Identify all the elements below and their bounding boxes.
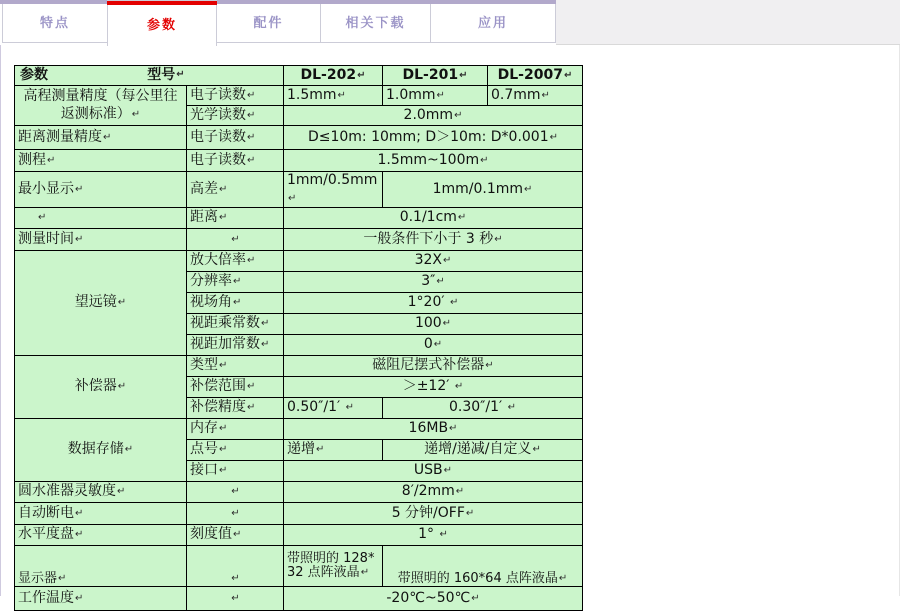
table-row xyxy=(15,482,583,503)
table-cell: 0.50″/1′ ↵ xyxy=(284,398,383,419)
table-cell: 工作温度↵ xyxy=(15,587,187,611)
paragraph-mark-icon: ↵ xyxy=(247,255,256,267)
table-cell: 1.5mm~100m↵ xyxy=(284,150,583,172)
paragraph-mark-icon: ↵ xyxy=(549,131,559,143)
table-row xyxy=(15,525,583,546)
table-row xyxy=(15,66,583,86)
table-cell: DL-2007↵ xyxy=(488,66,583,86)
tabs xyxy=(0,0,556,46)
table-cell: 分辨率↵ xyxy=(187,272,284,293)
paragraph-mark-icon: ↵ xyxy=(233,297,242,309)
table-cell: USB↵ xyxy=(284,461,583,482)
paragraph-mark-icon: ↵ xyxy=(288,192,297,204)
table-cell xyxy=(187,229,284,251)
content-area xyxy=(0,45,900,606)
table-row xyxy=(15,419,583,440)
paragraph-mark-icon: ↵ xyxy=(231,507,240,519)
paragraph-mark-icon: ↵ xyxy=(480,154,489,166)
table-cell: 5 分钟/OFF↵ xyxy=(284,503,583,525)
table-cell: 最小显示↵ xyxy=(15,172,187,208)
tab-downloads[interactable] xyxy=(320,0,431,43)
paragraph-mark-icon: ↵ xyxy=(38,212,47,224)
paragraph-mark-icon: ↵ xyxy=(233,276,242,288)
table-cell: 1.0mm↵ xyxy=(383,86,488,106)
table-row xyxy=(15,587,583,611)
tab-label: 相关下载 xyxy=(345,16,406,31)
table-cell: 视距乘常数↵ xyxy=(187,314,284,335)
table-row xyxy=(15,208,583,229)
paragraph-mark-icon: ↵ xyxy=(507,402,517,414)
table-cell xyxy=(187,546,284,587)
table-cell xyxy=(187,503,284,525)
table-cell: 距离测量精度↵ xyxy=(15,126,187,150)
paragraph-mark-icon: ↵ xyxy=(75,592,84,604)
table-cell: DL-201↵ xyxy=(383,66,488,86)
table-cell: 补偿精度↵ xyxy=(187,398,284,419)
table-cell: 1mm/0.1mm↵ xyxy=(383,172,583,208)
paragraph-mark-icon: ↵ xyxy=(58,573,67,585)
paragraph-mark-icon: ↵ xyxy=(219,423,228,435)
paragraph-mark-icon: ↵ xyxy=(459,69,468,81)
paragraph-mark-icon: ↵ xyxy=(558,573,568,585)
paragraph-mark-icon: ↵ xyxy=(247,89,256,101)
header-param-label: 参数 xyxy=(20,66,48,83)
paragraph-mark-icon: ↵ xyxy=(131,108,141,120)
paragraph-mark-icon: ↵ xyxy=(176,69,185,81)
paragraph-mark-icon: ↵ xyxy=(436,276,445,288)
paragraph-mark-icon: ↵ xyxy=(465,507,475,519)
table-cell: 数据存储↵ xyxy=(15,419,187,482)
paragraph-mark-icon: ↵ xyxy=(219,444,228,456)
paragraph-mark-icon: ↵ xyxy=(439,529,448,541)
table-cell: 视场角↵ xyxy=(187,293,284,314)
table-row xyxy=(15,86,583,106)
tab-features[interactable] xyxy=(2,0,108,43)
paragraph-mark-icon: ↵ xyxy=(316,444,325,456)
table-cell: 带照明的 128*32 点阵液晶↵ xyxy=(284,546,383,587)
paragraph-mark-icon: ↵ xyxy=(47,154,56,166)
table-cell: 0.7mm↵ xyxy=(488,86,583,106)
table-cell xyxy=(15,66,284,86)
paragraph-mark-icon: ↵ xyxy=(357,69,366,81)
table-cell xyxy=(187,587,284,611)
tab-applications[interactable] xyxy=(430,0,556,43)
paragraph-mark-icon: ↵ xyxy=(360,567,370,578)
paragraph-mark-icon: ↵ xyxy=(442,318,452,330)
paragraph-mark-icon: ↵ xyxy=(457,212,467,224)
paragraph-mark-icon: ↵ xyxy=(541,89,550,101)
table-cell: 距离↵ xyxy=(187,208,284,229)
table-cell: 视距加常数↵ xyxy=(187,335,284,356)
table-cell: 测量时间↵ xyxy=(15,229,187,251)
table-cell: 望远镜↵ xyxy=(15,251,187,356)
table-cell: 水平度盘↵ xyxy=(15,525,187,546)
table-cell: D≤10m: 10mm; D＞10m: D*0.001↵ xyxy=(284,126,583,150)
table-row xyxy=(15,126,583,150)
paragraph-mark-icon: ↵ xyxy=(233,529,242,541)
table-cell: 点号↵ xyxy=(187,440,284,461)
table-cell: 0↵ xyxy=(284,335,583,356)
table-cell: 补偿器↵ xyxy=(15,356,187,419)
table-cell: 一般条件下小于 3 秒↵ xyxy=(284,229,583,251)
paragraph-mark-icon: ↵ xyxy=(485,360,494,372)
paragraph-mark-icon: ↵ xyxy=(443,255,452,267)
table-cell: 磁阻尼摆式补偿器↵ xyxy=(284,356,583,377)
tab-label: 参数 xyxy=(146,18,177,33)
paragraph-mark-icon: ↵ xyxy=(345,402,355,414)
table-row xyxy=(15,546,583,587)
paragraph-mark-icon: ↵ xyxy=(124,444,134,456)
table-cell: 刻度值↵ xyxy=(187,525,284,546)
table-cell: 电子读数↵ xyxy=(187,126,284,150)
tab-parameters[interactable] xyxy=(107,0,217,46)
table-row xyxy=(15,356,583,377)
paragraph-mark-icon: ↵ xyxy=(103,131,112,143)
paragraph-mark-icon: ↵ xyxy=(524,183,533,195)
paragraph-mark-icon: ↵ xyxy=(449,423,458,435)
paragraph-mark-icon: ↵ xyxy=(261,318,270,330)
table-cell: 3″↵ xyxy=(284,272,583,293)
tab-label: 配件 xyxy=(253,16,284,31)
paragraph-mark-icon: ↵ xyxy=(75,233,84,245)
table-cell: 高差↵ xyxy=(187,172,284,208)
table-cell: 放大倍率↵ xyxy=(187,251,284,272)
paragraph-mark-icon: ↵ xyxy=(247,402,256,414)
table-cell xyxy=(15,208,187,229)
table-cell: 1°20′ ↵ xyxy=(284,293,583,314)
paragraph-mark-icon: ↵ xyxy=(231,592,240,604)
paragraph-mark-icon: ↵ xyxy=(219,212,228,224)
paragraph-mark-icon: ↵ xyxy=(449,297,459,309)
table-cell: 自动断电↵ xyxy=(15,503,187,525)
table-cell: 补偿范围↵ xyxy=(187,377,284,398)
table-cell: 带照明的 160*64 点阵液晶↵ xyxy=(383,546,583,587)
table-cell: 1° ↵ xyxy=(284,525,583,546)
table-cell: 递增/递减/自定义↵ xyxy=(383,440,583,461)
tab-bar xyxy=(0,0,900,45)
table-cell: 电子读数↵ xyxy=(187,86,284,106)
paragraph-mark-icon: ↵ xyxy=(231,233,240,245)
table-cell: 32X↵ xyxy=(284,251,583,272)
paragraph-mark-icon: ↵ xyxy=(247,131,256,143)
paragraph-mark-icon: ↵ xyxy=(454,381,464,393)
paragraph-mark-icon: ↵ xyxy=(117,486,126,498)
table-cell: 高程测量精度（每公里往返测标准）↵ xyxy=(15,86,187,126)
paragraph-mark-icon: ↵ xyxy=(219,360,228,372)
table-cell xyxy=(187,482,284,503)
table-row xyxy=(15,503,583,525)
table-cell: -20℃~50℃↵ xyxy=(284,587,583,611)
table-cell: 2.0mm↵ xyxy=(284,106,583,126)
table-cell: 8′/2mm↵ xyxy=(284,482,583,503)
table-cell: 电子读数↵ xyxy=(187,150,284,172)
table-cell: 内存↵ xyxy=(187,419,284,440)
table-cell: ＞±12′ ↵ xyxy=(284,377,583,398)
paragraph-mark-icon: ↵ xyxy=(231,573,240,585)
tab-label: 应用 xyxy=(477,16,508,31)
tab-accessories[interactable] xyxy=(216,0,321,43)
paragraph-mark-icon: ↵ xyxy=(563,69,573,81)
table-cell: 1.5mm↵ xyxy=(284,86,383,106)
spec-table xyxy=(14,65,583,611)
paragraph-mark-icon: ↵ xyxy=(75,183,84,195)
table-cell: DL-202↵ xyxy=(284,66,383,86)
paragraph-mark-icon: ↵ xyxy=(117,381,127,393)
paragraph-mark-icon: ↵ xyxy=(433,339,443,351)
paragraph-mark-icon: ↵ xyxy=(455,486,465,498)
paragraph-mark-icon: ↵ xyxy=(471,592,480,604)
paragraph-mark-icon: ↵ xyxy=(436,89,445,101)
paragraph-mark-icon: ↵ xyxy=(337,89,346,101)
table-cell: 递增↵ xyxy=(284,440,383,461)
table-row xyxy=(15,229,583,251)
paragraph-mark-icon: ↵ xyxy=(247,109,256,121)
paragraph-mark-icon: ↵ xyxy=(532,444,541,456)
table-cell: 显示器↵ xyxy=(15,546,187,587)
paragraph-mark-icon: ↵ xyxy=(75,529,84,541)
paragraph-mark-icon: ↵ xyxy=(247,381,256,393)
table-cell: 0.30″/1′ ↵ xyxy=(383,398,583,419)
paragraph-mark-icon: ↵ xyxy=(231,486,240,498)
table-cell: 圆水准器灵敏度↵ xyxy=(15,482,187,503)
header-model-label: 型号 ↵ xyxy=(147,66,185,83)
paragraph-mark-icon: ↵ xyxy=(443,465,453,477)
table-cell: 0.1/1cm↵ xyxy=(284,208,583,229)
table-cell: 100↵ xyxy=(284,314,583,335)
paragraph-mark-icon: ↵ xyxy=(219,183,228,195)
table-cell: 16MB↵ xyxy=(284,419,583,440)
table-cell: 光学读数↵ xyxy=(187,106,284,126)
table-cell: 1mm/0.5mm↵ xyxy=(284,172,383,208)
table-cell: 类型↵ xyxy=(187,356,284,377)
paragraph-mark-icon: ↵ xyxy=(219,465,228,477)
table-row xyxy=(15,150,583,172)
paragraph-mark-icon: ↵ xyxy=(494,233,503,245)
table-cell: 接口↵ xyxy=(187,461,284,482)
paragraph-mark-icon: ↵ xyxy=(261,339,270,351)
paragraph-mark-icon: ↵ xyxy=(454,109,463,121)
tab-label: 特点 xyxy=(39,16,70,31)
paragraph-mark-icon: ↵ xyxy=(75,507,84,519)
paragraph-mark-icon: ↵ xyxy=(117,297,127,309)
paragraph-mark-icon: ↵ xyxy=(247,154,256,166)
table-cell: 测程↵ xyxy=(15,150,187,172)
table-row xyxy=(15,251,583,272)
spec-table-body xyxy=(15,66,583,611)
table-row xyxy=(15,172,583,208)
